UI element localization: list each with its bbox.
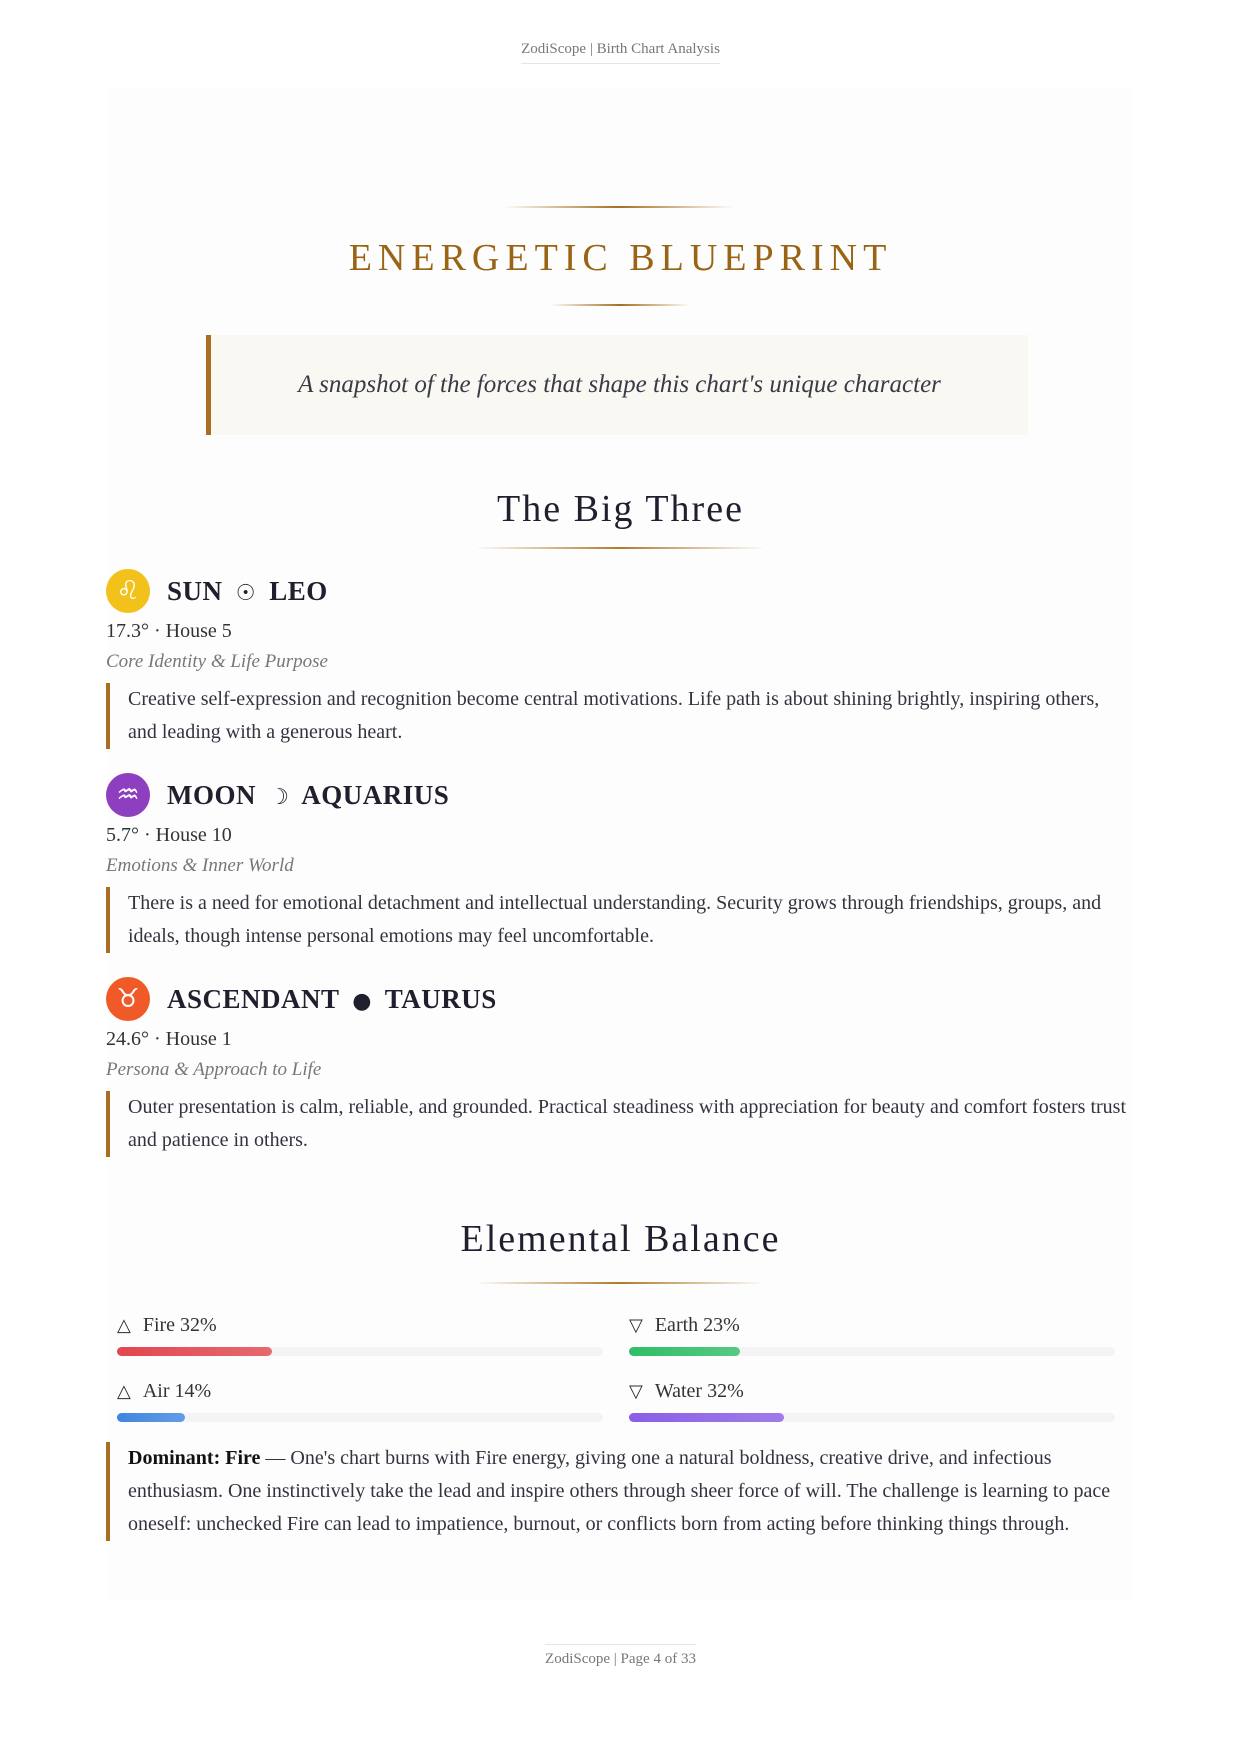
air-triangle-icon: △	[117, 1381, 131, 1402]
placement-header	[106, 770, 1130, 820]
placement-meta: 17.3° · House 5	[106, 620, 232, 642]
placement-ascendant	[106, 974, 1130, 1157]
earth-triangle-icon: ▽	[629, 1315, 643, 1336]
placement-sun	[106, 566, 1130, 749]
element-label: Earth 23%	[654, 1314, 740, 1336]
aquarius-icon: ♒	[106, 773, 150, 817]
ornament-title-rule	[550, 304, 690, 306]
element-fill	[117, 1413, 185, 1422]
elemental-balance-title: Elemental Balance	[460, 1218, 781, 1260]
placement-description: Creative self-expression and recognition become central motivations. Life path is about shining brightly, inspiring others, and leading with a generous heart.	[106, 683, 1130, 749]
body-name: SUN	[167, 575, 223, 606]
placement-theme: Emotions & Inner World	[106, 855, 294, 876]
dominant-element-callout	[106, 1442, 1126, 1541]
element-track	[117, 1413, 603, 1422]
element-track	[629, 1347, 1115, 1356]
element-label: Water 32%	[654, 1380, 744, 1402]
dominant-text: — One's chart burns with Fire energy, giving one a natural boldness, creative drive, and infectious enthusiasm. One instinctively take the lead and inspire others through sheer force of will. The challenge is learning to pace oneself: unchecked Fire can lead to impatience, burnout, or conflicts born from acting before thinking things through.	[128, 1447, 1111, 1535]
placement-header	[106, 566, 1130, 616]
big-three-rule	[475, 547, 765, 549]
ornament-top-rule	[504, 206, 734, 208]
moon-glyph-icon: ☽	[269, 784, 290, 810]
element-label: Air 14%	[142, 1380, 212, 1402]
sign-name: LEO	[269, 575, 328, 606]
element-fill	[117, 1347, 272, 1356]
sign-name: AQUARIUS	[301, 779, 450, 810]
element-water	[629, 1380, 1115, 1422]
element-fire	[117, 1314, 603, 1356]
taurus-icon: ♉	[106, 977, 150, 1021]
element-fill	[629, 1347, 740, 1356]
placement-title	[167, 984, 497, 1015]
water-triangle-icon: ▽	[629, 1381, 643, 1402]
sun-glyph-icon: ☉	[235, 580, 256, 606]
placement-theme: Core Identity & Life Purpose	[106, 651, 328, 672]
page-footer	[0, 1644, 1241, 1668]
sign-name: TAURUS	[384, 983, 497, 1014]
header-text: ZodiScope | Birth Chart Analysis	[521, 41, 720, 64]
fire-triangle-icon: △	[117, 1315, 131, 1336]
placement-moon	[106, 770, 1130, 953]
page-header	[0, 40, 1241, 64]
placement-theme: Persona & Approach to Life	[106, 1059, 322, 1080]
element-label: Fire 32%	[142, 1314, 217, 1336]
element-air	[117, 1380, 603, 1422]
placement-meta: 24.6° · House 1	[106, 1028, 232, 1050]
element-track	[629, 1413, 1115, 1422]
placement-meta: 5.7° · House 10	[106, 824, 232, 846]
intro-text: A snapshot of the forces that shape this chart's unique character	[298, 371, 941, 398]
dominant-label: Dominant: Fire	[128, 1447, 261, 1469]
placement-title	[167, 576, 328, 607]
body-name: ASCENDANT	[167, 983, 340, 1014]
placement-description: There is a need for emotional detachment and intellectual understanding. Security grows through friendships, groups, and ideals, though intense personal emotions may feel uncomfortable.	[106, 887, 1130, 953]
big-three-title: The Big Three	[497, 488, 744, 530]
element-track	[117, 1347, 603, 1356]
intro-callout	[206, 335, 1028, 435]
leo-icon: ♌	[106, 569, 150, 613]
placement-description: Outer presentation is calm, reliable, and grounded. Practical steadiness with appreciation for beauty and comfort fosters trust and patience in others.	[106, 1091, 1130, 1157]
page-title: ENERGETIC BLUEPRINT	[348, 237, 893, 279]
placement-title	[167, 780, 449, 811]
placement-header	[106, 974, 1130, 1024]
element-fill	[629, 1413, 784, 1422]
ascendant-glyph-icon: ●	[352, 988, 372, 1014]
elemental-balance-rule	[475, 1282, 765, 1284]
element-earth	[629, 1314, 1115, 1356]
body-name: MOON	[167, 779, 256, 810]
footer-text: ZodiScope | Page 4 of 33	[545, 1644, 696, 1668]
